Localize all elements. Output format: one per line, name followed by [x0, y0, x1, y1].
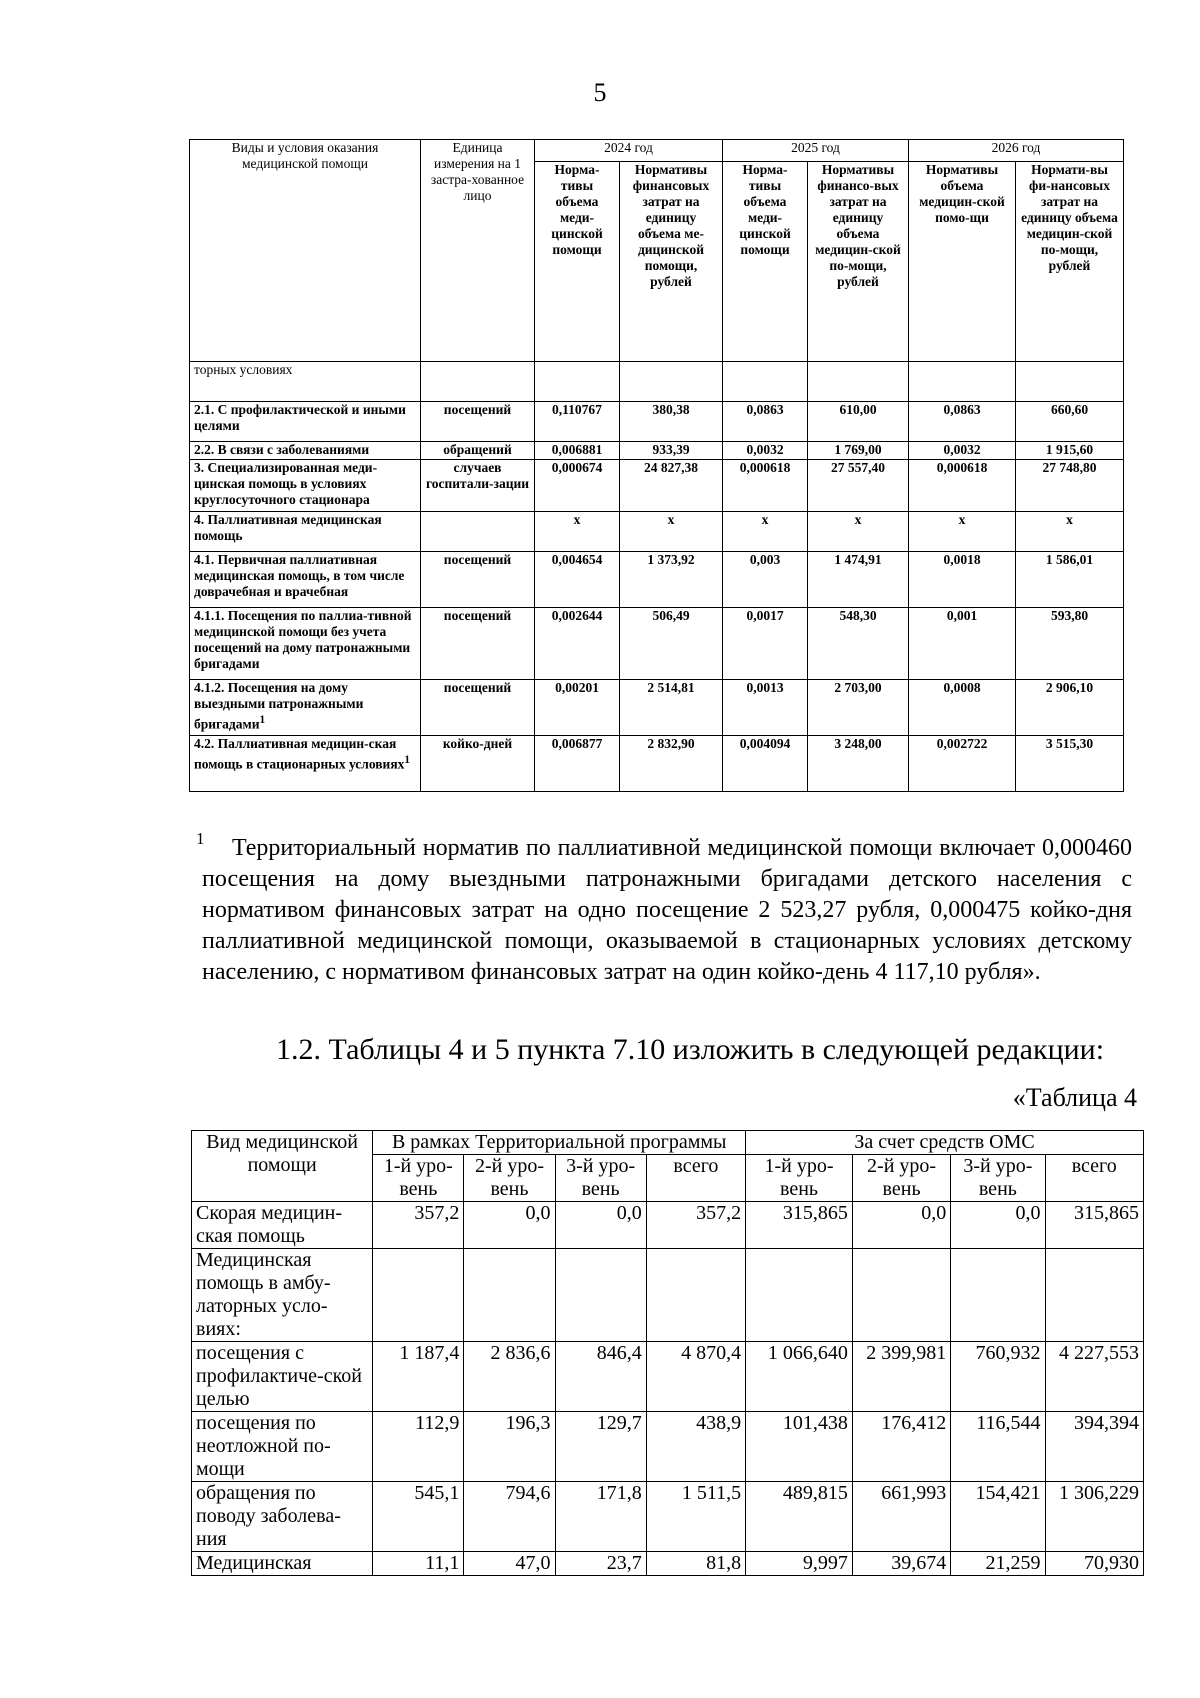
cell: 610,00	[808, 402, 909, 442]
cell: х	[620, 512, 723, 552]
cell: х	[723, 512, 808, 552]
table-row	[190, 460, 1124, 512]
cell: 0,0032	[723, 442, 808, 460]
cell: 101,438	[746, 1412, 853, 1482]
header-sub-2026-cost: Нормати-вы фи-нансовых затрат на единицу объема медицин-ской по-мощи, рублей	[1016, 162, 1124, 362]
row-label: Скорая медицин-ская помощь	[192, 1202, 373, 1249]
cell: 1 586,01	[1016, 552, 1124, 608]
cell: 506,49	[620, 608, 723, 680]
cell: 545,1	[373, 1482, 464, 1552]
table-row	[190, 362, 1124, 402]
cell: 47,0	[464, 1552, 555, 1576]
cell: 154,421	[951, 1482, 1045, 1552]
cell: 933,39	[620, 442, 723, 460]
cell: 315,865	[1045, 1202, 1144, 1249]
table-row	[192, 1342, 1144, 1412]
cell: 0,0018	[909, 552, 1016, 608]
cell: 23,7	[555, 1552, 646, 1576]
cell: 3 248,00	[808, 736, 909, 792]
cell: 0,004654	[535, 552, 620, 608]
cell: 315,865	[746, 1202, 853, 1249]
header-sub-2024-volume: Норма-тивы объема меди-цинской помощи	[535, 162, 620, 362]
cell: 1 066,640	[746, 1342, 853, 1412]
cell: 0,006877	[535, 736, 620, 792]
cell: 129,7	[555, 1412, 646, 1482]
cell: 0,006881	[535, 442, 620, 460]
medical-care-table	[191, 1130, 1144, 1576]
header-level: 3-й уро-вень	[951, 1155, 1045, 1202]
table-row	[190, 442, 1124, 460]
footnote	[196, 829, 1132, 988]
row-label: 4. Паллиативная медицинская помощь	[190, 512, 421, 552]
cell: 0,0	[951, 1202, 1045, 1249]
cell: 357,2	[646, 1202, 745, 1249]
row-label: 2.1. С профилактической и иными целями	[190, 402, 421, 442]
cell: 394,394	[1045, 1412, 1144, 1482]
cell: 81,8	[646, 1552, 745, 1576]
cell: 171,8	[555, 1482, 646, 1552]
cell: 112,9	[373, 1412, 464, 1482]
cell: 2 832,90	[620, 736, 723, 792]
header-year-2025: 2025 год	[723, 140, 909, 162]
row-unit: посещений	[421, 608, 535, 680]
cell: 593,80	[1016, 608, 1124, 680]
cell: 0,0	[852, 1202, 950, 1249]
row-label: 4.1.2. Посещения на дому выездными патронажными бригадами$^1$	[190, 680, 421, 736]
cell: 0,001	[909, 608, 1016, 680]
table-row	[190, 552, 1124, 608]
cell: 11,1	[373, 1552, 464, 1576]
cell: 357,2	[373, 1202, 464, 1249]
cell: 9,997	[746, 1552, 853, 1576]
cell: 1 511,5	[646, 1482, 745, 1552]
cell: 116,544	[951, 1412, 1045, 1482]
cell: 0,0863	[909, 402, 1016, 442]
table-row	[190, 608, 1124, 680]
table-row	[190, 736, 1124, 792]
page-number: 5	[593, 78, 607, 107]
row-label: 4.1.1. Посещения по паллиа-тивной медицинской помощи без учета посещений на дому патронажными бригадами	[190, 608, 421, 680]
cell: 0,0863	[723, 402, 808, 442]
header-sub-2026-volume: Нормативы объема медицин-ской помо-щи	[909, 162, 1016, 362]
cell: 1 474,91	[808, 552, 909, 608]
header-level: 1-й уро-вень	[373, 1155, 464, 1202]
cell: 438,9	[646, 1412, 745, 1482]
row-unit: посещений	[421, 402, 535, 442]
row-label: посещения по неотложной по-мощи	[192, 1412, 373, 1482]
cell: х	[909, 512, 1016, 552]
cell: 2 906,10	[1016, 680, 1124, 736]
cell: 0,0032	[909, 442, 1016, 460]
header-territorial-program: В рамках Территориальной программы	[373, 1131, 746, 1155]
cell: 2 703,00	[808, 680, 909, 736]
cell: 1 915,60	[1016, 442, 1124, 460]
header-sub-2024-cost: Нормативы финансовых затрат на единицу объема ме-дицинской помощи, рублей	[620, 162, 723, 362]
header-oms-funds: За счет средств ОМС	[746, 1131, 1144, 1155]
cell: 39,674	[852, 1552, 950, 1576]
cell: 489,815	[746, 1482, 853, 1552]
header-level: 1-й уро-вень	[746, 1155, 853, 1202]
cell: 0,0	[555, 1202, 646, 1249]
header-total: всего	[1045, 1155, 1144, 1202]
row-label: обращения по поводу заболева-ния	[192, 1482, 373, 1552]
table-row	[190, 402, 1124, 442]
cell: 196,3	[464, 1412, 555, 1482]
header-kind: Виды и условия оказания медицинской помощи	[190, 140, 421, 362]
cell: 0,0	[464, 1202, 555, 1249]
row-unit: посещений	[421, 680, 535, 736]
cell: 0,000618	[909, 460, 1016, 512]
table-caption: «Таблица 4	[1012, 1083, 1137, 1112]
row-unit: посещений	[421, 552, 535, 608]
row-label: Медицинская помощь в амбу-латорных усло-виях:	[192, 1249, 373, 1342]
cell: 27 748,80	[1016, 460, 1124, 512]
header-unit: Единица измерения на 1 застра-хованное лицо	[421, 140, 535, 362]
table-row	[190, 680, 1124, 736]
table-row	[192, 1249, 1144, 1342]
cell: х	[808, 512, 909, 552]
cell: 4 870,4	[646, 1342, 745, 1412]
cell: 2 514,81	[620, 680, 723, 736]
header-level: 2-й уро-вень	[464, 1155, 555, 1202]
cell: 380,38	[620, 402, 723, 442]
footnote-ref: 1	[259, 714, 266, 726]
row-label: 4.1. Первичная паллиативная медицинская помощь, в том числе доврачебная и врачебная	[190, 552, 421, 608]
cell: 176,412	[852, 1412, 950, 1482]
cell: 0,004094	[723, 736, 808, 792]
cell: 0,002644	[535, 608, 620, 680]
cell: 4 227,553	[1045, 1342, 1144, 1412]
header-year-2024: 2024 год	[535, 140, 723, 162]
cell: 21,259	[951, 1552, 1045, 1576]
cell: 0,000674	[535, 460, 620, 512]
cell: 0,0013	[723, 680, 808, 736]
cell: 27 557,40	[808, 460, 909, 512]
table-row	[192, 1552, 1144, 1576]
cell: 3 515,30	[1016, 736, 1124, 792]
header-total: всего	[646, 1155, 745, 1202]
cell: 548,30	[808, 608, 909, 680]
row-label: Медицинская	[192, 1552, 373, 1576]
row-label: 3. Специализированная меди-цинская помощь в условиях круглосуточного стационара	[190, 460, 421, 512]
normatives-table	[189, 139, 1124, 792]
footnote-text: Территориальный норматив по паллиативной медицинской помощи включает 0,000460 посещения на дому выездными патронажными бригадами детского населения с нормативом финансовых затрат на одно посещение 2 523,27 рубля, 0,000475 койко-дня паллиативной медицинской помощи, оказываемой в стационарных условиях детскому населению, с нормативом финансовых затрат на один койко-день 4 117,10 рубля».	[202, 835, 1132, 985]
cell: 24 827,38	[620, 460, 723, 512]
amendment-instruction: 1.2. Таблицы 4 и 5 пункта 7.10 изложить в следующей редакции:	[276, 1033, 1105, 1066]
row-unit: случаев госпитали-зации	[421, 460, 535, 512]
header-level: 2-й уро-вень	[852, 1155, 950, 1202]
row-unit: обращений	[421, 442, 535, 460]
table-row	[190, 512, 1124, 552]
cell: 2 836,6	[464, 1342, 555, 1412]
header-level: 3-й уро-вень	[555, 1155, 646, 1202]
cell: 1 306,229	[1045, 1482, 1144, 1552]
header-sub-2025-volume: Норма-тивы объема меди-цинской помощи	[723, 162, 808, 362]
cell: х	[535, 512, 620, 552]
cell: х	[1016, 512, 1124, 552]
cell: 846,4	[555, 1342, 646, 1412]
cell: 70,930	[1045, 1552, 1144, 1576]
cell: 760,932	[951, 1342, 1045, 1412]
table-row	[192, 1482, 1144, 1552]
header-year-2026: 2026 год	[909, 140, 1124, 162]
cell: 0,0008	[909, 680, 1016, 736]
cell: 0,000618	[723, 460, 808, 512]
cell: 0,110767	[535, 402, 620, 442]
cell: 1 769,00	[808, 442, 909, 460]
row-label: посещения с профилактиче-ской целью	[192, 1342, 373, 1412]
cell: 660,60	[1016, 402, 1124, 442]
cell: 2 399,981	[852, 1342, 950, 1412]
footnote-ref: 1	[404, 754, 411, 766]
cell: 0,0017	[723, 608, 808, 680]
cell: 661,993	[852, 1482, 950, 1552]
row-label: торных условиях	[190, 362, 421, 402]
cell: 0,002722	[909, 736, 1016, 792]
cell: 794,6	[464, 1482, 555, 1552]
row-label: 4.2. Паллиативная медицин-ская помощь в стационарных условиях$^1$	[190, 736, 421, 792]
cell: 0,003	[723, 552, 808, 608]
footnote-marker: 1	[196, 829, 205, 848]
row-label: 2.2. В связи с заболеваниями	[190, 442, 421, 460]
table-row	[192, 1412, 1144, 1482]
cell: 0,00201	[535, 680, 620, 736]
row-unit: койко-дней	[421, 736, 535, 792]
cell: 1 373,92	[620, 552, 723, 608]
cell: 1 187,4	[373, 1342, 464, 1412]
row-unit	[421, 512, 535, 552]
header-kind: Вид медицинской помощи	[192, 1131, 373, 1202]
header-sub-2025-cost: Нормативы финансо-вых затрат на единицу объема медицин-ской по-мощи, рублей	[808, 162, 909, 362]
table-row	[192, 1202, 1144, 1249]
